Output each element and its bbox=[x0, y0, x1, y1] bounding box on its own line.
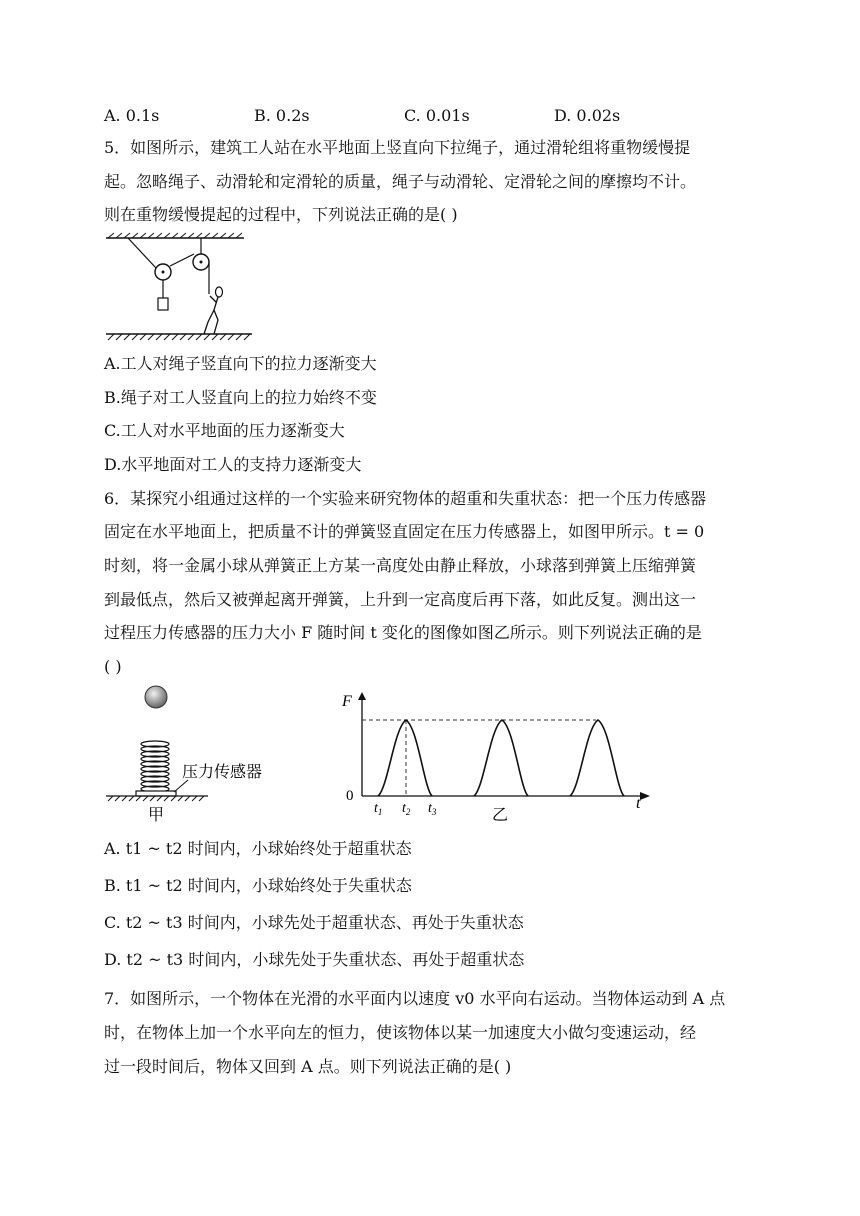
q6-stem-line-5: 过程压力传感器的压力大小 F 随时间 t 变化的图像如图乙所示。则下列说法正确的是 bbox=[104, 623, 702, 642]
q4-option-c: C. 0.01s bbox=[404, 106, 470, 125]
spring bbox=[141, 741, 169, 792]
q4-option-d: D. 0.02s bbox=[554, 106, 621, 125]
tick-t3: $t_3$ bbox=[428, 801, 437, 817]
q5-option-c: C.工人对水平地面的压力逐渐变大 bbox=[104, 421, 345, 440]
metal-ball bbox=[145, 686, 167, 708]
q5-stem-line-1: 5．如图所示，建筑工人站在水平地面上竖直向下拉绳子，通过滑轮组将重物缓慢提 bbox=[104, 138, 691, 157]
y-axis-label: F bbox=[342, 693, 352, 710]
q4-option-b: B. 0.2s bbox=[254, 106, 310, 125]
q5-option-a: A.工人对绳子竖直向下的拉力逐渐变大 bbox=[104, 354, 377, 373]
force-time-graph bbox=[340, 688, 660, 828]
q6-stem-line-6: ( ) bbox=[104, 657, 122, 676]
pulley-figure bbox=[104, 232, 254, 342]
force-peak-2 bbox=[474, 720, 528, 796]
spring-sensor-figure bbox=[104, 680, 284, 825]
sensor-label: 压力传感器 bbox=[182, 762, 263, 781]
q6-stem-line-4: 到最低点，然后又被弹起离开弹簧，上升到一定高度后再下落，如此反复。测出这一 bbox=[104, 590, 697, 609]
q6-stem-line-2: 固定在水平地面上，把质量不计的弹簧竖直固定在压力传感器上，如图甲所示。t = 0 bbox=[104, 522, 705, 541]
figure-jia-caption: 甲 bbox=[148, 805, 165, 824]
q6-stem-line-3: 时刻，将一金属小球从弹簧正上方某一高度处由静止释放，小球落到弹簧上压缩弹簧 bbox=[104, 556, 697, 575]
q6-option-b: B. t1 ~ t2 时间内，小球始终处于失重状态 bbox=[104, 876, 412, 895]
q6-option-c: C. t2 ~ t3 时间内，小球先处于超重状态、再处于失重状态 bbox=[104, 913, 524, 932]
q5-stem-line-3: 则在重物缓慢提起的过程中，下列说法正确的是( ) bbox=[104, 205, 458, 224]
force-peak-3 bbox=[570, 720, 624, 796]
q5-option-d: D.水平地面对工人的支持力逐渐变大 bbox=[104, 455, 362, 474]
q6-option-a: A. t1 ~ t2 时间内，小球始终处于超重状态 bbox=[104, 839, 412, 858]
q4-option-a: A. 0.1s bbox=[104, 106, 160, 125]
tick-t1: $t_1$ bbox=[374, 801, 383, 817]
tick-t2: $t_2$ bbox=[402, 801, 411, 817]
pressure-sensor bbox=[136, 791, 176, 796]
q7-stem-line-2: 时，在物体上加一个水平向左的恒力，使该物体以某一加速度大小做匀变速运动，经 bbox=[104, 1023, 697, 1042]
origin-label: 0 bbox=[346, 788, 354, 804]
x-axis-label: t bbox=[636, 795, 641, 812]
figure-yi-caption: 乙 bbox=[492, 805, 509, 824]
q7-stem-line-1: 7．如图所示，一个物体在光滑的水平面内以速度 v0 水平向右运动。当物体运动到 A 点 bbox=[104, 989, 726, 1008]
q7-stem-line-3: 过一段时间后，物体又回到 A 点。则下列说法正确的是( ) bbox=[104, 1057, 512, 1076]
q5-stem-line-2: 起。忽略绳子、动滑轮和定滑轮的质量，绳子与动滑轮、定滑轮之间的摩擦均不计。 bbox=[104, 172, 697, 191]
q5-option-b: B.绳子对工人竖直向上的拉力始终不变 bbox=[104, 388, 377, 407]
force-peak-1 bbox=[378, 720, 432, 796]
q6-option-d: D. t2 ~ t3 时间内，小球先处于失重状态、再处于超重状态 bbox=[104, 950, 525, 969]
q6-stem-line-1: 6．某探究小组通过这样的一个实验来研究物体的超重和失重状态：把一个压力传感器 bbox=[104, 489, 707, 508]
